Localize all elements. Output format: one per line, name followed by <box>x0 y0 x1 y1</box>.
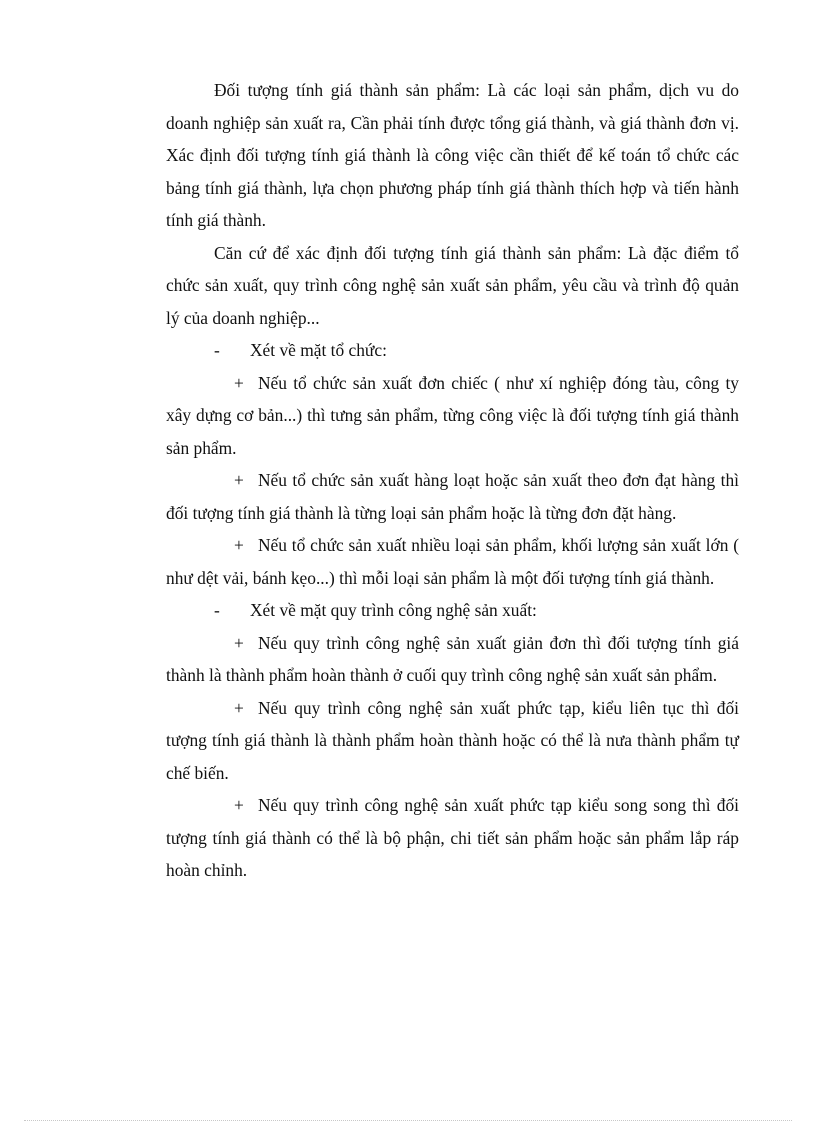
bullet-mass-production <box>166 529 739 594</box>
plus-marker: + <box>234 470 244 490</box>
paragraph-basis-for-cost-object: Căn cứ để xác định đối tượng tính giá thành sản phẩm: Là đặc điểm tổ chức sản xuất, quy trình công nghệ sản xuất sản phẩm, yêu cầu và trình độ quản lý của doanh nghiệp... <box>166 242 739 328</box>
dash-item-text: Xét về mặt tổ chức: <box>250 340 387 360</box>
bullet-text: Nếu tổ chức sản xuất đơn chiếc ( như xí nghiệp đóng tàu, công ty xây dựng cơ bản...) thì tưng sản phẩm, từng công việc là đối tượng tính giá thành sản phẩm. <box>166 372 739 458</box>
bullet-text: Nếu quy trình công nghệ sản xuất phức tạp kiểu song song thì đối tượng tính giá thành có thể là bộ phận, chi tiết sản phẩm hoặc sản phẩm lắp ráp hoàn chỉnh. <box>166 795 739 880</box>
plus-marker: + <box>234 795 244 815</box>
bullet-parallel-process <box>166 789 739 887</box>
paragraph-cost-object-definition: Đối tượng tính giá thành sản phẩm: Là các loại sản phẩm, dịch vu do doanh nghiệp sản xuất ra, Cần phải tính được tổng giá thành, và giá thành đơn vị. Xác định đối tượng tính giá thành là công việc cần thiết để kế toán tổ chức các bảng tính giá thành, lựa chọn phương pháp tính giá thành thích hợp và tiến hành tính giá thành. <box>166 80 739 230</box>
dash-marker: - <box>214 600 220 620</box>
dash-item-text: Xét về mặt quy trình công nghệ sản xuất: <box>250 600 537 620</box>
bullet-single-production <box>166 367 739 465</box>
bullet-text: Nếu quy trình công nghệ sản xuất giản đơn thì đối tượng tính giá thành là thành phẩm hoàn thành ở cuối quy trình công nghệ sản xuất sản phẩm. <box>166 632 739 685</box>
bullet-batch-production <box>166 464 739 529</box>
dash-item-process <box>166 594 739 627</box>
bullet-text: Nếu tổ chức sản xuất nhiều loại sản phẩm, khối lượng sản xuất lớn ( như dệt vải, bánh kẹo...) thì mỗi loại sản phẩm là một đối tượng tính giá thành. <box>166 535 739 588</box>
plus-marker: + <box>234 372 244 393</box>
document-page <box>166 74 739 887</box>
plus-marker: + <box>234 632 244 653</box>
plus-marker: + <box>234 535 244 555</box>
bullet-text: Nếu quy trình công nghệ sản xuất phức tạp, kiểu liên tục thì đối tượng tính giá thành là thành phẩm hoàn thành hoặc có thể là nưa thành phẩm tự chế biến. <box>166 697 739 783</box>
page-bottom-divider <box>24 1120 792 1121</box>
bullet-text: Nếu tổ chức sản xuất hàng loạt hoặc sản xuất theo đơn đạt hàng thì đối tượng tính giá thành là từng loại sản phẩm hoặc là từng đơn đặt hàng. <box>166 470 739 523</box>
bullet-simple-process <box>166 627 739 692</box>
dash-marker: - <box>214 340 220 360</box>
plus-marker: + <box>234 697 244 718</box>
bullet-continuous-process <box>166 692 739 790</box>
dash-item-organization <box>166 334 739 367</box>
